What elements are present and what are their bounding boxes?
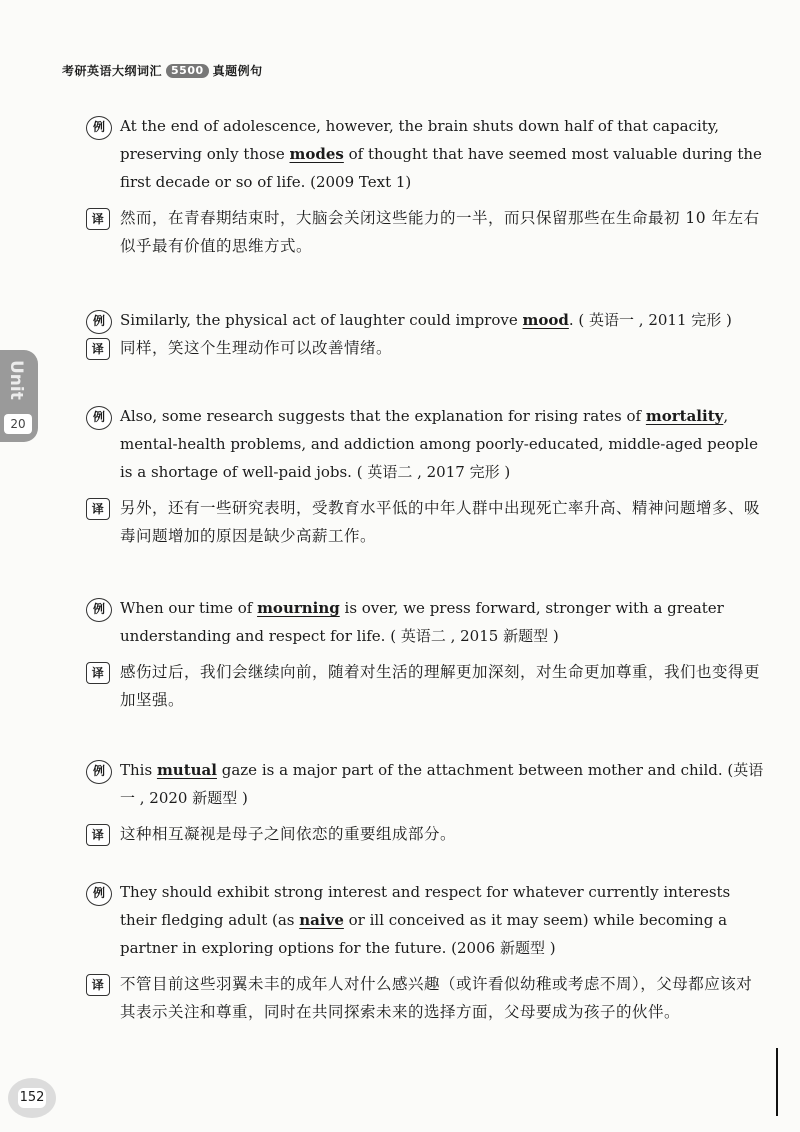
example-badge: 例: [86, 882, 112, 906]
translation-badge: 译: [86, 824, 110, 846]
translation-badge: 译: [86, 338, 110, 360]
translation-text: 然而，在青春期结束时，大脑会关闭这些能力的一半，而只保留那些在生命最初 10 年左右似乎最有价值的思维方式。: [120, 209, 760, 255]
sentence-pre: They should exhibit strong interest and respect for whatever currently interests their fledging adult (as: [120, 883, 731, 929]
example-entry: [84, 594, 764, 714]
example-entry: [84, 756, 764, 848]
translation-badge: 译: [86, 498, 110, 520]
sentence-post: is over, we press forward, stronger with a greater understanding and respect for life. ( 英语二 , 2015 新题型 ): [120, 599, 724, 645]
translation-badge: 译: [86, 662, 110, 684]
example-entry: [84, 878, 764, 1026]
translation-badge: 译: [86, 208, 110, 230]
example-badge: 例: [86, 406, 112, 430]
example-sentence: [84, 112, 764, 196]
sentence-pre: When our time of: [120, 599, 258, 617]
sentence-post: gaze is a major part of the attachment between mother and child. (英语一 , 2020 新题型 ): [120, 761, 764, 807]
translation-text: 同样，笑这个生理动作可以改善情绪。: [120, 339, 393, 357]
keyword: mutual: [156, 761, 217, 779]
translation-sentence: [84, 820, 764, 848]
header-title-suffix: 真题例句: [212, 64, 263, 78]
keyword: mortality: [645, 407, 724, 425]
translation-text: 感伤过后，我们会继续向前，随着对生活的理解更加深刻，对生命更加尊重，我们也变得更加坚强。: [120, 663, 761, 709]
page-number-badge: [8, 1078, 56, 1118]
example-entry: [84, 402, 764, 550]
example-badge: 例: [86, 598, 112, 622]
example-sentence: [84, 756, 764, 812]
translation-sentence: [84, 494, 764, 550]
unit-number: 20: [4, 414, 32, 434]
example-badge: 例: [86, 310, 112, 334]
sentence-post: . ( 英语一 , 2011 完形 ): [568, 311, 732, 329]
sentence-post: of thought that have seemed most valuable during the first decade or so of life. (2009 Text 1): [120, 145, 762, 191]
unit-side-tab: [0, 350, 38, 442]
keyword: mourning: [257, 599, 340, 617]
example-sentence: [84, 594, 764, 650]
example-badge: 例: [86, 116, 112, 140]
keyword: modes: [289, 145, 344, 163]
translation-sentence: [84, 658, 764, 714]
example-sentence: [84, 878, 764, 962]
unit-label: Unit: [6, 360, 26, 400]
translation-text: 这种相互凝视是母子之间依恋的重要组成部分。: [120, 825, 457, 843]
translation-sentence: [84, 970, 764, 1026]
translation-badge: 译: [86, 974, 110, 996]
sentence-pre: At the end of adolescence, however, the brain shuts down half of that capacity, preserving only those: [120, 117, 720, 163]
sentence-pre: Also, some research suggests that the explanation for rising rates of: [120, 407, 646, 425]
keyword: naive: [299, 911, 344, 929]
translation-text: 不管目前这些羽翼未丰的成年人对什么感兴趣（或许看似幼稚或考虑不周），父母都应该对其表示关注和尊重，同时在共同探索未来的选择方面，父母要成为孩子的伙伴。: [120, 975, 753, 1021]
page-number: 152: [18, 1088, 46, 1108]
example-sentence: [84, 306, 764, 334]
sentence-pre: Similarly, the physical act of laughter could improve: [120, 311, 523, 329]
sentence-post: or ill conceived as it may seem) while becoming a partner in exploring options for the future. (2006 新题型 ): [120, 911, 728, 957]
translation-sentence: [84, 334, 764, 362]
header-title-pill: 5500: [166, 64, 209, 78]
header-title-prefix: 考研英语大纲词汇: [62, 64, 163, 78]
sentence-post: , mental-health problems, and addiction among poorly-educated, middle-aged people is a shortage of well-paid jobs. ( 英语二 , 2017 完形 ): [120, 407, 758, 481]
translation-sentence: [84, 204, 764, 260]
example-badge: 例: [86, 760, 112, 784]
translation-text: 另外，还有一些研究表明，受教育水平低的中年人群中出现死亡率升高、精神问题增多、吸毒问题增加的原因是缺少高薪工作。: [120, 499, 761, 545]
margin-rule: [776, 1048, 778, 1116]
running-header: [62, 62, 263, 79]
sentence-pre: This: [120, 761, 157, 779]
example-sentence: [84, 402, 764, 486]
example-entry: [84, 112, 764, 260]
keyword: mood: [522, 311, 569, 329]
example-entry: [84, 306, 764, 362]
